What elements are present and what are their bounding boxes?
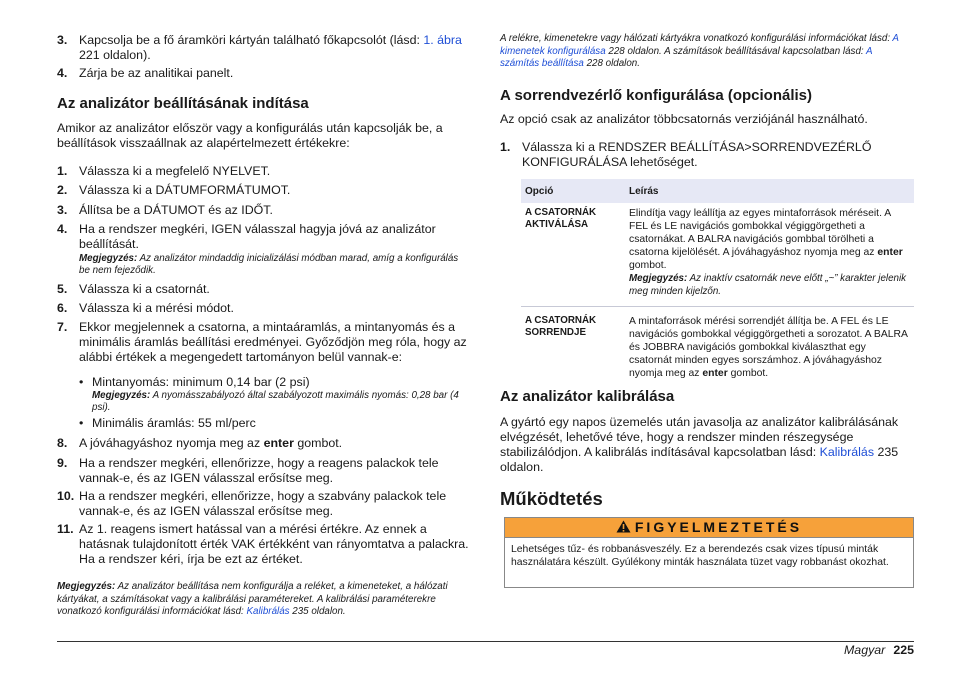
step-number: 1. [500, 140, 511, 154]
final-note [57, 581, 469, 619]
note-text: A relékre, kimenetekre vagy hálózati kártyákra vonatkozó konfigurálási információkat lásd: [500, 33, 893, 44]
bullet-dot: • [79, 375, 84, 389]
step-text: Zárja be az analitikai panelt. [79, 66, 234, 80]
table-row [521, 203, 914, 307]
step-text: Válassza ki a RENDSZER BEÁLLÍTÁSA>SORRENDVEZÉRLŐ KONFIGURÁLÁSA lehetőséget. [522, 140, 872, 169]
note-text-post: 228 oldalon. [583, 58, 640, 70]
step-2 [57, 183, 469, 198]
desc-text: Elindítja vagy leállítja az egyes mintaforrások méréseit. A FEL és LE navigációs gombokkal végiggörgetheti a csatornákat. A BALRA navigációs gombbal törölheti a csatorna kijelölését. A jóváhagyáshoz nyomja meg az [629, 208, 891, 258]
table-cell-option: A CSATORNÁK AKTIVÁLÁSA [521, 203, 625, 307]
footer-language: Magyar [843, 643, 886, 657]
top-note [500, 33, 910, 71]
step-text: Ha a rendszer megkéri, ellenőrizze, hogy a reagens palackok tele vannak-e, és az IGEN válasszal erősítse meg. [79, 456, 439, 485]
section-heading-sequencer: A sorrendvezérlő konfigurálása (opcionális) [500, 87, 813, 104]
step-number: 1. [57, 164, 68, 178]
step-text: A jóváhagyáshoz nyomja meg az [79, 436, 264, 450]
step-text: Válassza ki a megfelelő NYELVET. [79, 164, 271, 178]
step-9 [57, 456, 469, 486]
intro-paragraph: Amikor az analizátor először vagy a konfigurálás után kapcsolják be, a beállítások visszaállnak az alapértelmezett értékekre: [57, 121, 443, 150]
step-text: Válassza ki a csatornát. [79, 282, 210, 296]
calibration-paragraph [500, 415, 914, 475]
step-7 [57, 320, 469, 365]
step-text: Az 1. reagens ismert hatással van a mérési értékre. Az ennek a hatásnak tulajdonított érték VAK értékként van rányomtatva a palackra. Ha a rendszer kéri, írja be ezt az értéket. [79, 522, 469, 566]
step-number: 8. [57, 436, 68, 450]
step-text-post: gombot. [293, 436, 343, 450]
para-text-post: 235 oldalon. [500, 445, 899, 474]
step-text-post: 221 oldalon). [79, 48, 151, 62]
bullet-note [92, 390, 469, 414]
warning-title: FIGYELMEZTETÉS [634, 519, 803, 535]
note-text: Az analizátor mindaddig inicializálási módban marad, amíg a konfigurálás be nem fejeződik. [79, 253, 459, 276]
step-number: 7. [57, 320, 68, 334]
section-heading-operation: Működtetés [500, 488, 603, 509]
bullet-dot: • [79, 416, 84, 430]
step-number: 4. [57, 66, 68, 80]
step-8 [57, 436, 469, 451]
step-note [79, 253, 469, 277]
step-4-top [57, 66, 469, 81]
table-cell-option: A CSATORNÁK SORRENDJE [525, 315, 597, 338]
step-text: Válassza ki a mérési módot. [79, 301, 234, 315]
note-label: Megjegyzés: [79, 253, 138, 264]
step-11 [57, 522, 469, 567]
page-footer [844, 643, 914, 658]
step-number: 9. [57, 456, 68, 470]
note-text: A nyomásszabályozó által szabályozott maximális nyomás: 0,28 bar (4 psi). [92, 390, 459, 413]
desc-note [629, 273, 906, 297]
step-number: 3. [57, 203, 68, 217]
step-3 [57, 203, 469, 218]
bullet-text: Minimális áramlás: 55 ml/perc [92, 416, 256, 430]
enter-key-label: enter [877, 247, 903, 258]
figure-link[interactable]: 1. ábra [423, 33, 462, 47]
step-text: Állítsa be a DÁTUMOT és az IDŐT. [79, 203, 273, 217]
warning-triangle-icon [616, 520, 631, 533]
note-text-mid: 228 oldalon. A számítások beállításával kapcsolatban lásd: [605, 45, 866, 57]
bullet-flow [79, 416, 469, 431]
step-3-top [57, 33, 469, 63]
section-heading-calibration: Az analizátor kalibrálása [500, 388, 675, 405]
options-table [521, 179, 914, 384]
para-text: A gyártó egy napos üzemelés után javasolja az analizátor kalibrálásának elvégzését, lehetővé téve, hogy a rendszer minden részegysége stabilizálódjon. A kalibrálás indításával kapcsolatban lásd: [500, 415, 899, 459]
warning-header [504, 517, 914, 538]
section-heading-setup: Az analizátor beállításának indítása [57, 95, 309, 112]
table-header-row [521, 179, 914, 203]
step-text: Kapcsolja be a fő áramköri kártyán található főkapcsolót (lásd: [79, 33, 424, 47]
step-number: 3. [57, 33, 68, 47]
desc-text-post: gombot. [727, 368, 769, 379]
table-row [521, 307, 914, 385]
enter-key-label: enter [702, 368, 728, 379]
enter-key-label: enter [263, 436, 294, 450]
step-number: 10. [57, 489, 75, 503]
step-10 [57, 489, 469, 519]
bullet-text: Mintanyomás: minimum 0,14 bar (2 psi) [92, 375, 310, 389]
step-number: 2. [57, 183, 68, 197]
outputs-config-link[interactable]: A kimenetek konfigurálása [500, 33, 899, 57]
step-text: Ekkor megjelennek a csatorna, a mintaáramlás, a mintanyomás és a minimális áramlás beállítási eredményei. Győződjön meg róla, hogy az alábbi értékek a megengedett tartományon belül vannak-e: [79, 320, 467, 364]
note-label: Megjegyzés: [57, 581, 116, 592]
step-4 [57, 222, 469, 277]
desc-text: A mintaforrások mérési sorrendjét állítja be. A FEL és LE navigációs gombokkal végiggörgetheti a sorozatot. A BALRA és JOBBRA navigációs gombokkal kiválaszthat egy csatornát minden egyes sorszámhoz. A jóváhagyáshoz nyomja meg az [629, 316, 908, 379]
note-label: Megjegyzés: [92, 390, 151, 401]
table-header-option: Opció [521, 179, 625, 203]
desc-text-post: gombot. [629, 260, 667, 271]
page-number: 225 [893, 643, 914, 657]
note-text-post: 235 oldalon. [289, 606, 346, 618]
table-cell-description [625, 203, 914, 307]
step-number: 4. [57, 222, 68, 236]
note-label: Megjegyzés: [629, 273, 688, 284]
step-5 [57, 282, 469, 297]
step-number: 11. [57, 522, 74, 536]
step-6 [57, 301, 469, 316]
step-text: Válassza ki a DÁTUMFORMÁTUMOT. [79, 183, 291, 197]
note-text: Az analizátor beállítása nem konfigurálja a reléket, a kimeneteket, a hálózati kártyákat, a számításokat vagy a kalibrálási paramétereket. A kalibrálási paraméterekre vonatkozó konfigurálási információkat lásd: [57, 581, 448, 618]
warning-body: Lehetséges tűz- és robbanásveszély. Ez a berendezés csak vizes típusú minták használatára készült. Gyúlékony minták használata tüzet vagy robbanást okozhat. [504, 538, 914, 588]
note-text: Az inaktív csatornák neve előtt „~” karakter jelenik meg minden kijelzőn. [629, 273, 907, 297]
footer-divider [57, 641, 914, 642]
table-cell-description [625, 307, 914, 385]
sequencer-step-1 [500, 140, 900, 170]
step-text: Ha a rendszer megkéri, ellenőrizze, hogy a szabvány palackok tele vannak-e, és az IGEN válasszal erősítse meg. [79, 489, 447, 518]
sequencer-intro: Az opció csak az analizátor többcsatornás verziójánál használható. [500, 112, 868, 126]
calculation-setup-link[interactable]: A számítás beállítása [500, 45, 873, 70]
table-header-description: Leírás [625, 179, 914, 203]
bullet-pressure [79, 375, 469, 414]
calibration-link[interactable]: Kalibrálás [246, 606, 290, 618]
step-number: 6. [57, 301, 68, 315]
step-1 [57, 164, 469, 179]
calibration-link[interactable]: Kalibrálás [819, 445, 875, 459]
step-text: Ha a rendszer megkéri, IGEN válasszal hagyja jóvá az analizátor beállítását. [79, 222, 436, 251]
step-number: 5. [57, 282, 68, 296]
